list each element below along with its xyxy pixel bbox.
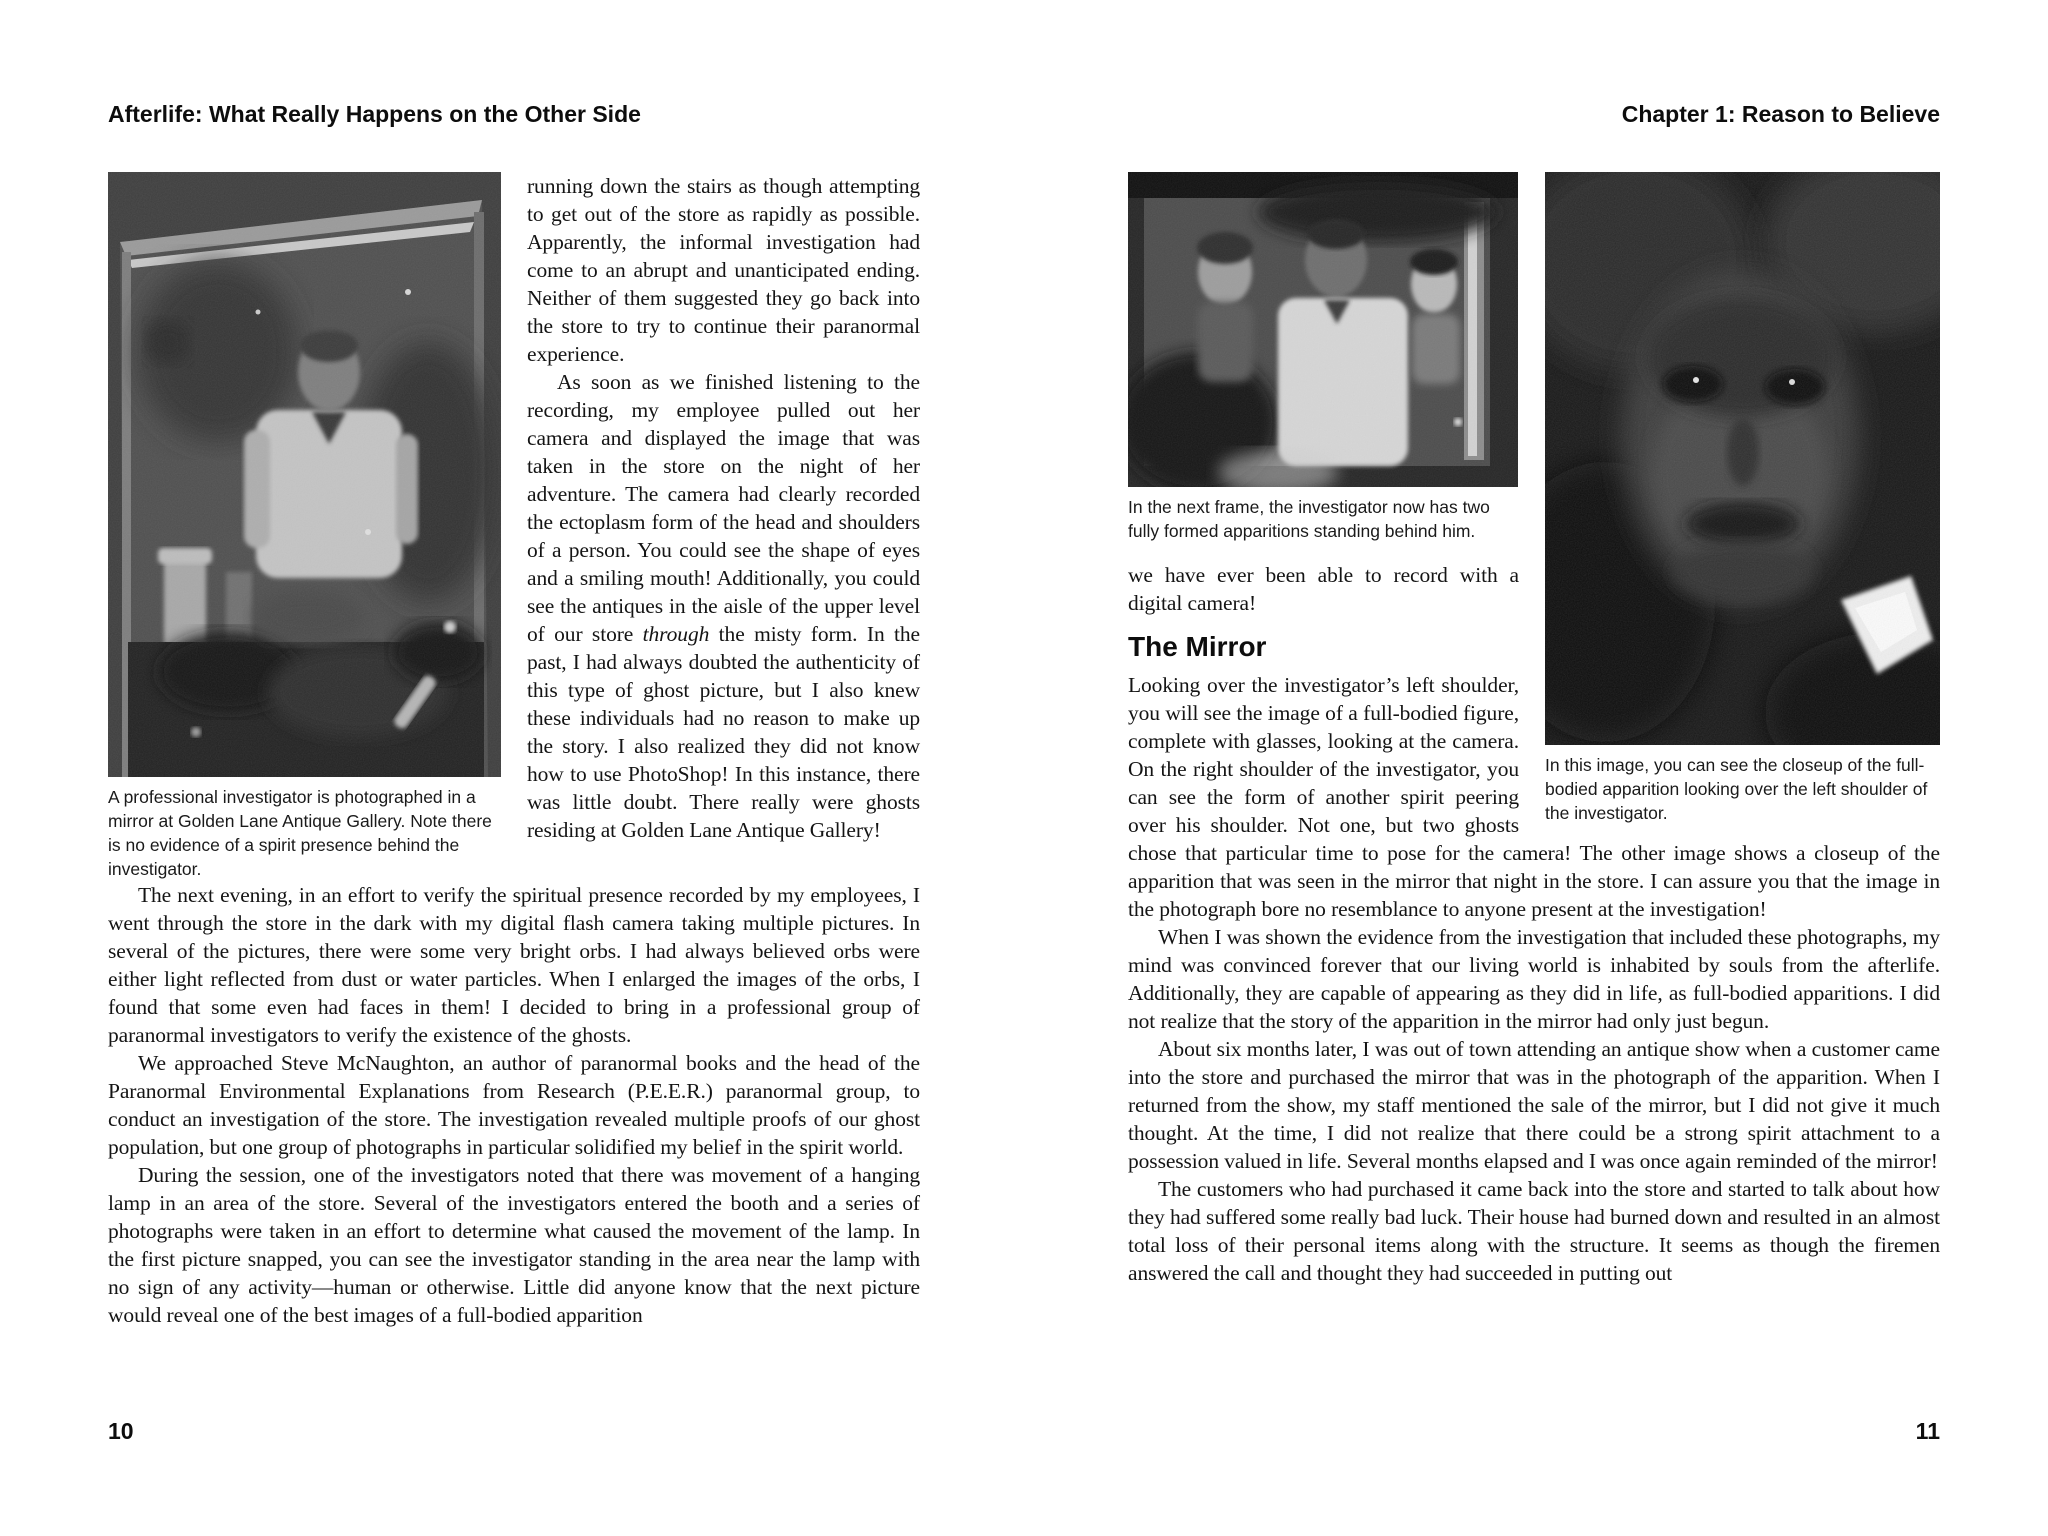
paragraph-text: Looking over the investigator’s left shoulder, you will see the image of a full-bodied figure, complete with glasses, looking at the camera. On the right shoulder of the investigator, you can see the form of another spirit peering over his shoulder. Not one, but two ghosts chose that particular time to pose for the camera! The other image shows a closeup of the apparition that was seen in the mirror that night in the store. I can assure you that the image in the photograph bore no resemblance to anyone present at the investigation! xyxy=(1128,673,1940,921)
section-heading: The Mirror xyxy=(1128,631,1267,662)
paragraph-text: As soon as we finished listening to the recording, my employee pulled out her camera and displayed the image that was taken in the store on the night of her adventure. The camera had clearly recorded the ectoplasm form of the head and shoulders of a person. You could see the shape of eyes and a smiling mouth! Additionally, you could see the antiques in the aisle of the upper level of our store xyxy=(527,370,920,646)
photo-caption: A professional investigator is photographed in a mirror at Golden Lane Antique Gallery. Note there is no evidence of a spirit presence behind the investigator. xyxy=(108,787,492,879)
paragraph-text: we have ever been able to record with a digital camera! xyxy=(1128,563,1519,615)
right-page-number: 11 xyxy=(1915,1418,1940,1444)
left-running-head: Afterlife: What Really Happens on the Other Side xyxy=(108,101,641,127)
paragraph-text: During the session, one of the investigators noted that there was movement of a hanging lamp in an area of the store. Several of the investigators entered the booth and a series of photographs were taken in an effort to determine what caused the movement of the lamp. In the first picture snapped, you can see the investigator standing in the area near the lamp with no sign of any activity—human or otherwise. Little did anyone know that the next picture would reveal one of the best images of a full-bodied apparition xyxy=(108,1163,920,1327)
paragraph xyxy=(1128,1035,1940,1175)
paragraph-text: running down the stairs as though attempting to get out of the store as rapidly as possible. Apparently, the informal investigation had come to an abrupt and unanticipated ending. Neither of them suggested they go back into the store to try to continue their paranormal experience. xyxy=(527,174,920,366)
paragraph-text: The customers who had purchased it came back into the store and started to talk about how they had suffered some really bad luck. Their house had burned down and resulted in an almost total loss of their personal items along with the structure. It seems as though the firemen answered the call and thought they had succeeded in putting out xyxy=(1128,1177,1940,1285)
photo-caption: In this image, you can see the closeup of the full-bodied apparition looking over the left shoulder of the investigator. xyxy=(1545,755,1928,823)
investigator-mirror-figure xyxy=(108,172,501,881)
paragraph-text: We approached Steve McNaughton, an author of paranormal books and the head of the Paranormal Environmental Explanations from Research (P.E.E.R.) paranormal group, to conduct an investigation of the store. The investigation revealed multiple proofs of our ghost population, but one group of photographs in particular solidified my belief in the spirit world. xyxy=(108,1051,920,1159)
right-page xyxy=(1128,100,1940,1287)
paragraph-text: the misty form. In the past, I had always doubted the authenticity of this type of ghost picture, but I also knew these individuals had no reason to make up the story. I also realized they did not know how to use PhotoShop! In this instance, there was little doubt. There really were ghosts residing at Golden Lane Antique Gallery! xyxy=(527,622,920,842)
paragraph xyxy=(1128,1175,1940,1287)
paragraph-text: When I was shown the evidence from the investigation that included these photographs, my mind was convinced forever that our living world is inhabited by souls from the afterlife. Additionally, they are capable of appearing as they did in life, as full-bodied apparitions. I did not realize that the story of the apparition in the mirror had only just begun. xyxy=(1128,925,1940,1033)
right-page-body xyxy=(1128,172,1940,1287)
photo-caption: In the next frame, the investigator now has two fully formed apparitions standing behind him. xyxy=(1128,497,1490,541)
apparition-closeup-figure xyxy=(1545,172,1940,825)
paragraph-text: The next evening, in an effort to verify the spiritual presence recorded by my employees, I went through the store in the dark with my digital flash camera taking multiple pictures. In several of the pictures, there were some very bright orbs. I had always believed orbs were either light reflected from dust or water particles. When I enlarged the images of the orbs, I found that some even had faces in them! I decided to bring in a professional group of paranormal investigators to verify the existence of the ghosts. xyxy=(108,883,920,1047)
paragraph xyxy=(108,1161,920,1329)
apparition-closeup-photo xyxy=(1545,172,1940,745)
right-running-head: Chapter 1: Reason to Believe xyxy=(1621,101,1940,127)
paragraph xyxy=(1128,923,1940,1035)
left-page xyxy=(108,100,920,1329)
two-apparitions-figure xyxy=(1128,172,1518,543)
paragraph xyxy=(108,881,920,1049)
paragraph-text: About six months later, I was out of town attending an antique show when a customer came into the store and purchased the mirror that was in the photograph of the apparition. When I returned from the show, my staff mentioned the sale of the mirror, but I did not give it much thought. At the time, I did not realize that there could be a strong spirit attachment to a possession valued in life. Several months elapsed and I was once again reminded of the mirror! xyxy=(1128,1037,1940,1173)
two-apparitions-in-mirror-photo xyxy=(1128,172,1518,487)
investigator-in-mirror-photo xyxy=(108,172,501,777)
left-page-body xyxy=(108,172,920,1329)
italic-word: through xyxy=(642,622,710,646)
left-page-number: 10 xyxy=(108,1418,134,1444)
paragraph xyxy=(108,1049,920,1161)
